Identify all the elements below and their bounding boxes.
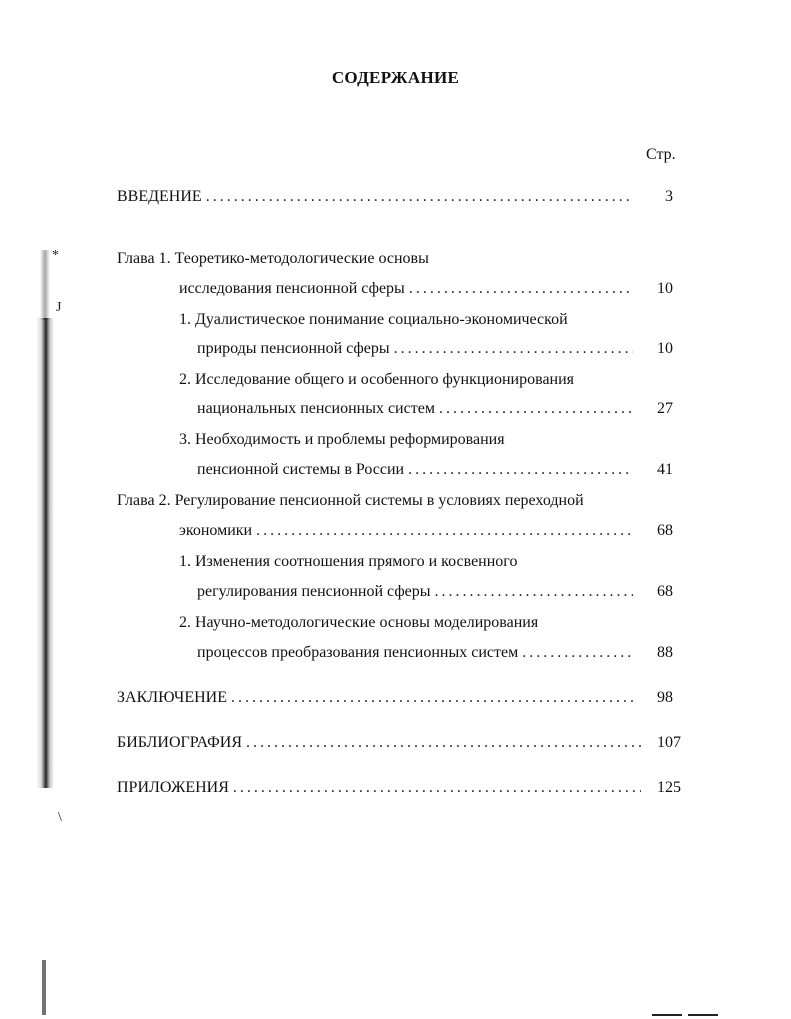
toc-entry-page: 88 (657, 644, 673, 661)
toc-entry-page: 107 (657, 734, 681, 751)
toc-entry-section-1-2[interactable] (197, 400, 673, 422)
toc-entry-section-1-3[interactable] (197, 461, 673, 483)
toc-entry-section-1-1[interactable] (197, 340, 673, 362)
scan-artifact-edge-top (40, 250, 50, 320)
toc-leader (206, 188, 633, 206)
toc-entry-label: БИБЛИОГРАФИЯ (117, 734, 243, 751)
page-column-label: Стр. (646, 146, 676, 163)
toc-entry-label: ПРИЛОЖЕНИЯ (117, 779, 229, 796)
toc-entry-label: экономики (179, 522, 253, 539)
toc-entry-page: 68 (657, 583, 673, 600)
toc-leader (408, 461, 633, 479)
toc-section-1-3-title: 3. Необходимость и проблемы реформирования (179, 431, 505, 448)
scan-artifact-edge-bottom (42, 960, 46, 1015)
toc-chapter-1-title: Глава 1. Теоретико-методологические основы (117, 250, 429, 267)
toc-entry-page: 3 (665, 188, 673, 205)
toc-entry-appendices[interactable] (117, 779, 681, 801)
toc-entry-section-2-1[interactable] (197, 583, 673, 605)
toc-entry-label: национальных пенсионных систем (197, 400, 435, 417)
toc-leader (231, 689, 633, 707)
toc-entry-label: ЗАКЛЮЧЕНИЕ (117, 689, 227, 706)
toc-entry-label: исследования пенсионной сферы (179, 280, 405, 297)
toc-leader (409, 280, 633, 298)
toc-entry-label: ВВЕДЕНИЕ (117, 188, 202, 205)
toc-entry-label: природы пенсионной сферы (197, 340, 390, 357)
toc-entry-conclusion[interactable] (117, 689, 673, 711)
toc-section-1-1-title: 1. Дуалистическое понимание социально-экономической (179, 311, 568, 328)
toc-entry-label: регулирования пенсионной сферы (197, 583, 431, 600)
toc-entry-chapter-2[interactable] (179, 522, 673, 544)
toc-entry-intro[interactable] (117, 188, 673, 210)
toc-leader (522, 644, 633, 662)
scan-artifact-mark: J (56, 300, 62, 315)
scan-artifact-edge (36, 318, 54, 788)
toc-entry-page: 41 (657, 461, 673, 478)
toc-leader (439, 400, 633, 418)
toc-leader (246, 734, 641, 752)
toc-section-2-2-title: 2. Научно-методологические основы моделирования (179, 614, 539, 631)
toc-chapter-2-title: Глава 2. Регулирование пенсионной системы в условиях переходной (117, 492, 584, 509)
toc-leader (394, 340, 633, 358)
toc-entry-bibliography[interactable] (117, 734, 681, 756)
scan-artifact-rule (652, 1014, 682, 1016)
toc-leader (435, 583, 633, 601)
toc-leader (256, 522, 633, 540)
toc-entry-label: пенсионной системы в России (197, 461, 405, 478)
toc-section-2-1-title: 1. Изменения соотношения прямого и косвенного (179, 553, 518, 570)
toc-entry-chapter-1[interactable] (179, 280, 673, 302)
toc-entry-page: 125 (657, 779, 681, 796)
scan-artifact-mark: * (52, 248, 59, 263)
toc-entry-page: 68 (657, 522, 673, 539)
toc-entry-section-2-2[interactable] (197, 644, 673, 666)
toc-leader (233, 779, 641, 797)
toc-entry-page: 27 (657, 400, 673, 417)
toc-entry-label: процессов преобразования пенсионных систем (197, 644, 519, 661)
toc-entry-page: 10 (657, 280, 673, 297)
scan-artifact-rule (688, 1014, 718, 1016)
toc-section-1-2-title: 2. Исследование общего и особенного функционирования (179, 371, 575, 388)
toc-entry-page: 10 (657, 340, 673, 357)
page-title: СОДЕРЖАНИЕ (331, 68, 460, 87)
scan-artifact-mark: \ (58, 810, 62, 825)
toc-entry-page: 98 (657, 689, 673, 706)
